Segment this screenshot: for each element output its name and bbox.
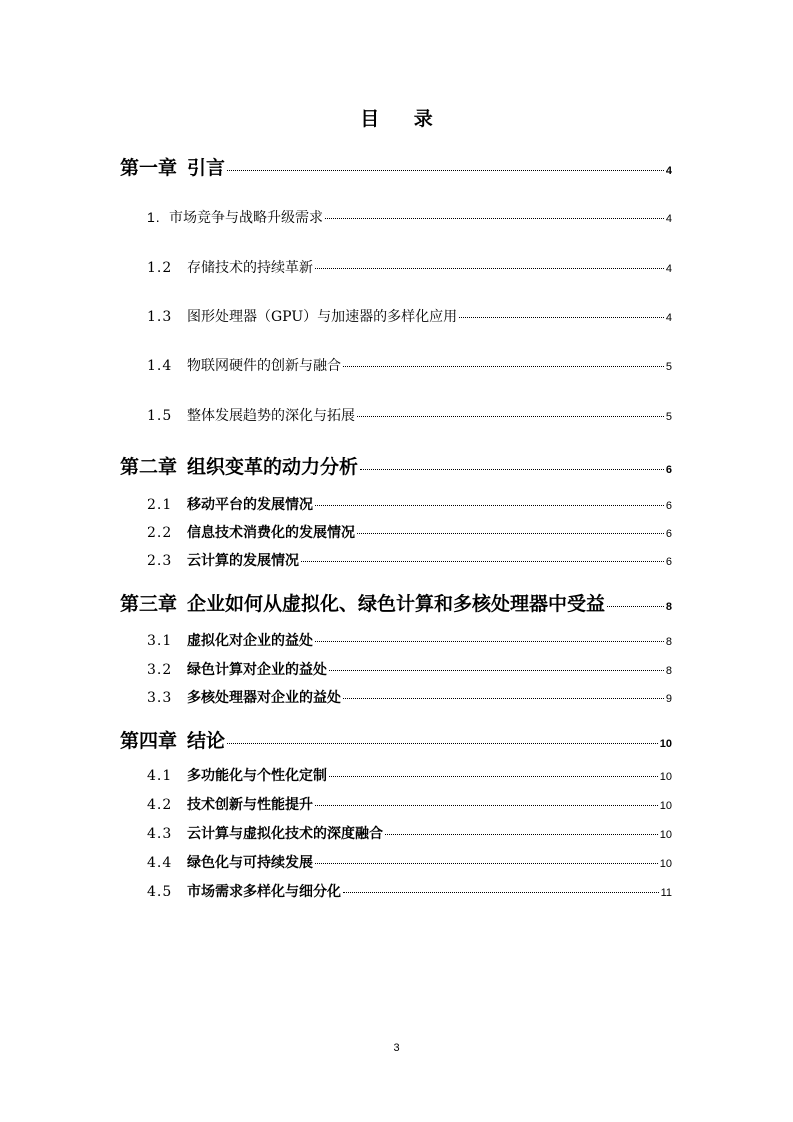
section-number: 1.5 bbox=[147, 408, 173, 424]
toc-chapter-1[interactable] bbox=[120, 153, 672, 180]
section-page-number: 10 bbox=[659, 771, 672, 783]
dot-leader bbox=[301, 561, 664, 562]
section-title: 信息技术消费化的发展情况 bbox=[187, 525, 355, 541]
chapter-number: 第二章 bbox=[120, 456, 178, 478]
dot-leader bbox=[227, 743, 658, 744]
dot-leader bbox=[329, 670, 664, 671]
section-page-number: 5 bbox=[665, 411, 672, 423]
section-number: 4.1 bbox=[147, 768, 173, 784]
dot-leader bbox=[385, 834, 658, 835]
toc-section-1-3[interactable] bbox=[147, 306, 672, 326]
chapter-page-number: 6 bbox=[665, 464, 672, 476]
toc-section-3-3[interactable] bbox=[147, 687, 672, 707]
dot-leader bbox=[360, 469, 664, 470]
chapter-title: 组织变革的动力分析 bbox=[187, 456, 359, 478]
chapter-title: 企业如何从虚拟化、绿色计算和多核处理器中受益 bbox=[187, 593, 606, 615]
dot-leader bbox=[315, 505, 664, 506]
section-number: 4.5 bbox=[147, 884, 173, 900]
chapter-title: 结论 bbox=[187, 730, 226, 752]
chapter-title: 引言 bbox=[187, 157, 226, 179]
toc-section-2-3[interactable] bbox=[147, 550, 672, 570]
section-number: 1.4 bbox=[147, 358, 173, 374]
chapter-page-number: 10 bbox=[659, 738, 672, 750]
section-number: 3.3 bbox=[147, 690, 173, 706]
section-number: 1.3 bbox=[147, 309, 173, 325]
toc-section-3-1[interactable] bbox=[147, 630, 672, 650]
dot-leader bbox=[315, 805, 658, 806]
toc-section-4-3[interactable] bbox=[147, 823, 672, 843]
dot-leader bbox=[459, 317, 664, 318]
section-page-number: 6 bbox=[665, 528, 672, 540]
section-page-number: 9 bbox=[665, 693, 672, 705]
section-page-number: 10 bbox=[659, 858, 672, 870]
chapter-page-number: 8 bbox=[665, 601, 672, 613]
chapter-number: 第一章 bbox=[120, 157, 178, 179]
section-number: 1. bbox=[147, 209, 161, 225]
toc-section-4-5[interactable] bbox=[147, 881, 672, 901]
toc-section-2-1[interactable] bbox=[147, 494, 672, 514]
toc-section-1-1[interactable] bbox=[147, 207, 672, 227]
section-page-number: 5 bbox=[665, 361, 672, 373]
chapter-page-number: 4 bbox=[665, 165, 672, 177]
section-page-number: 4 bbox=[665, 263, 672, 275]
toc-section-1-2[interactable] bbox=[147, 257, 672, 277]
dot-leader bbox=[325, 218, 664, 219]
section-page-number: 11 bbox=[660, 887, 672, 899]
section-number: 3.1 bbox=[147, 633, 173, 649]
section-title: 绿色化与可持续发展 bbox=[187, 855, 313, 871]
chapter-number: 第三章 bbox=[120, 593, 178, 615]
dot-leader bbox=[343, 892, 659, 893]
toc-section-4-2[interactable] bbox=[147, 794, 672, 814]
toc-section-1-5[interactable] bbox=[147, 405, 672, 425]
dot-leader bbox=[357, 533, 664, 534]
section-title: 市场需求多样化与细分化 bbox=[187, 884, 341, 900]
toc-chapter-2[interactable] bbox=[120, 452, 672, 479]
toc-chapter-4[interactable] bbox=[120, 726, 672, 753]
dot-leader bbox=[607, 606, 664, 607]
section-number: 1.2 bbox=[147, 260, 173, 276]
toc-section-2-2[interactable] bbox=[147, 522, 672, 542]
section-number: 2.2 bbox=[147, 525, 173, 541]
section-title: 多功能化与个性化定制 bbox=[187, 768, 327, 784]
section-page-number: 8 bbox=[665, 665, 672, 677]
section-title: 移动平台的发展情况 bbox=[187, 497, 313, 513]
section-title: 市场竞争与战略升级需求 bbox=[169, 210, 323, 226]
section-page-number: 4 bbox=[665, 213, 672, 225]
section-title: 虚拟化对企业的益处 bbox=[187, 633, 313, 649]
section-title: 物联网硬件的创新与融合 bbox=[187, 358, 341, 374]
section-page-number: 10 bbox=[659, 800, 672, 812]
toc-section-4-1[interactable] bbox=[147, 765, 672, 785]
section-title: 云计算与虚拟化技术的深度融合 bbox=[187, 826, 383, 842]
toc-section-1-4[interactable] bbox=[147, 355, 672, 375]
page-number-footer: 3 bbox=[393, 1042, 400, 1054]
section-number: 4.2 bbox=[147, 797, 173, 813]
toc-chapter-3[interactable] bbox=[120, 589, 672, 616]
section-title: 图形处理器（GPU）与加速器的多样化应用 bbox=[187, 309, 458, 325]
section-number: 4.4 bbox=[147, 855, 173, 871]
section-title: 多核处理器对企业的益处 bbox=[187, 690, 341, 706]
chapter-number: 第四章 bbox=[120, 730, 178, 752]
toc-section-4-4[interactable] bbox=[147, 852, 672, 872]
dot-leader bbox=[343, 366, 664, 367]
toc-title: 目 录 bbox=[360, 108, 447, 130]
dot-leader bbox=[315, 268, 664, 269]
section-number: 3.2 bbox=[147, 662, 173, 678]
section-number: 4.3 bbox=[147, 826, 173, 842]
section-title: 存储技术的持续革新 bbox=[187, 260, 313, 276]
dot-leader bbox=[227, 170, 664, 171]
dot-leader bbox=[329, 776, 658, 777]
dot-leader bbox=[315, 863, 658, 864]
section-page-number: 10 bbox=[659, 829, 672, 841]
section-page-number: 8 bbox=[665, 636, 672, 648]
section-page-number: 6 bbox=[665, 500, 672, 512]
section-number: 2.3 bbox=[147, 553, 173, 569]
section-title: 绿色计算对企业的益处 bbox=[187, 662, 327, 678]
dot-leader bbox=[315, 641, 664, 642]
section-title: 技术创新与性能提升 bbox=[187, 797, 313, 813]
section-title: 整体发展趋势的深化与拓展 bbox=[187, 408, 355, 424]
section-number: 2.1 bbox=[147, 497, 173, 513]
toc-section-3-2[interactable] bbox=[147, 659, 672, 679]
section-title: 云计算的发展情况 bbox=[187, 553, 299, 569]
section-page-number: 4 bbox=[665, 312, 672, 324]
dot-leader bbox=[357, 416, 664, 417]
dot-leader bbox=[343, 698, 664, 699]
section-page-number: 6 bbox=[665, 556, 672, 568]
